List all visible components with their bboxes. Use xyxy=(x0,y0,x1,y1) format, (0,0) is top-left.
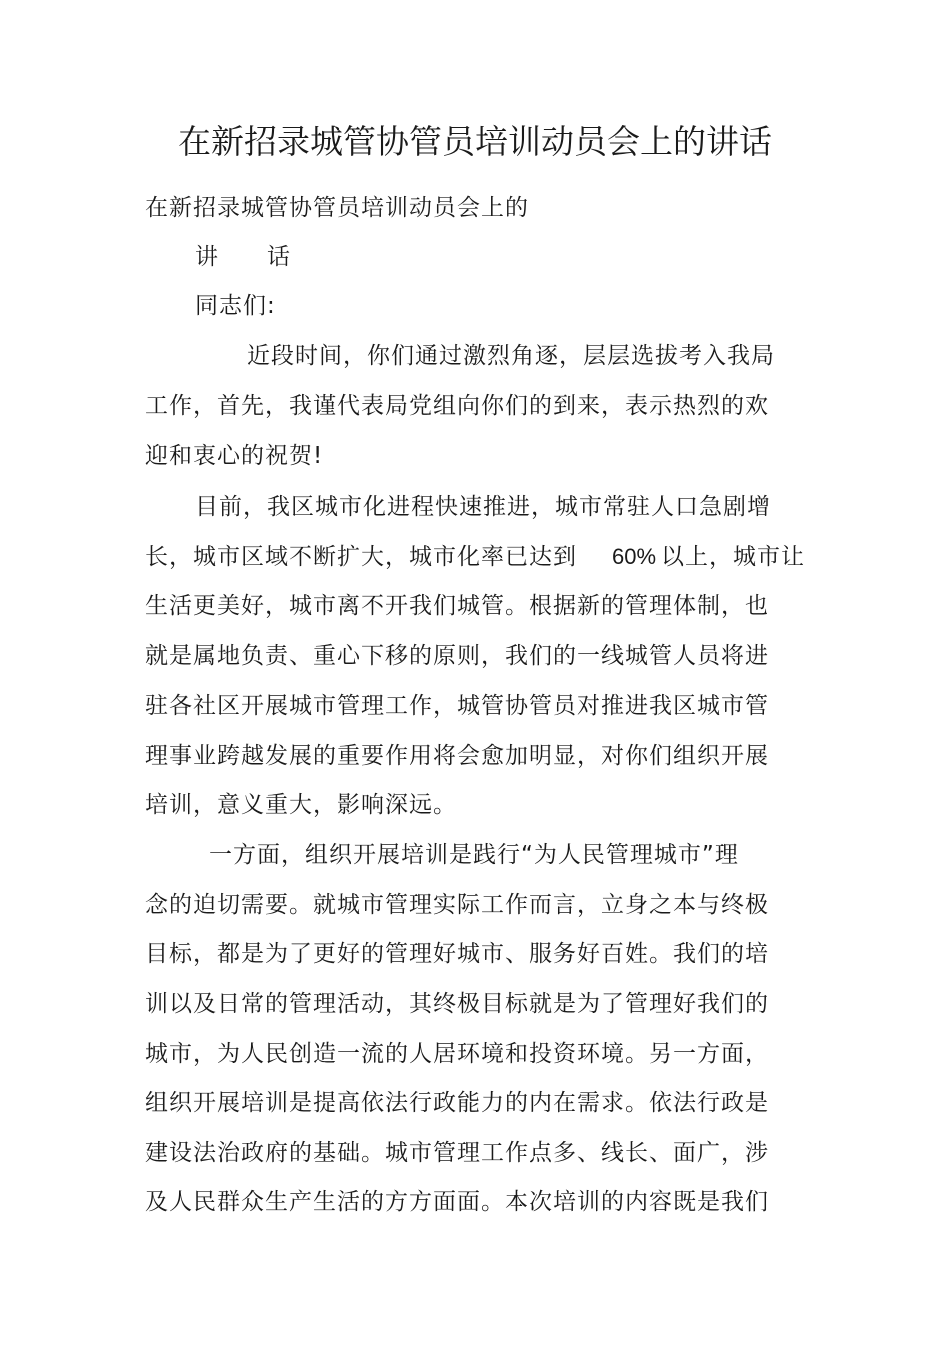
subtitle-char-1: 讲 xyxy=(195,244,219,270)
paragraph-line: 建设法治政府的基础。城市管理工作点多、线长、面广，涉 xyxy=(145,1140,769,1166)
paragraph-line: 目标，都是为了更好的管理好城市、服务好百姓。我们的培 xyxy=(145,941,769,967)
paragraph-line: 一方面，组织开展培训是践行“为人民管理城市”理 xyxy=(209,842,739,868)
paragraph-line: 组织开展培训是提高依法行政能力的内在需求。依法行政是 xyxy=(145,1090,769,1116)
paragraph-line: 目前，我区城市化进程快速推进，城市常驻人口急剧增 xyxy=(195,494,771,520)
subtitle-char-2: 话 xyxy=(267,244,291,270)
salutation: 同志们: xyxy=(195,293,276,319)
paragraph-line: 理事业跨越发展的重要作用将会愈加明显，对你们组织开展 xyxy=(145,743,769,769)
paragraph-line: 迎和衷心的祝贺! xyxy=(145,443,324,469)
paragraph-line: 城市，为人民创造一流的人居环境和投资环境。另一方面， xyxy=(145,1041,769,1067)
paragraph-line: 就是属地负责、重心下移的原则，我们的一线城管人员将进 xyxy=(145,643,769,669)
paragraph-line: 及人民群众生产生活的方方面面。本次培训的内容既是我们 xyxy=(145,1189,769,1215)
document-title: 在新招录城管协管员培训动员会上的讲话 xyxy=(178,122,772,161)
paragraph-line: 培训，意义重大，影响深远。 xyxy=(145,792,457,818)
paragraph-line: 生活更美好，城市离不开我们城管。根据新的管理体制，也 xyxy=(145,593,769,619)
paragraph-line: 工作，首先，我谨代表局党组向你们的到来，表示热烈的欢 xyxy=(145,393,769,419)
paragraph-line: 以上，城市让 xyxy=(661,544,805,570)
subtitle-line-2 xyxy=(195,241,291,273)
paragraph-line: 长，城市区域不断扩大，城市化率已达到 xyxy=(145,544,577,570)
paragraph-line: 驻各社区开展城市管理工作，城管协管员对推进我区城市管 xyxy=(145,693,769,719)
paragraph-line: 训以及日常的管理活动，其终极目标就是为了管理好我们的 xyxy=(145,991,769,1017)
subtitle-line-1: 在新招录城管协管员培训动员会上的 xyxy=(145,195,529,221)
percentage-value: 60% xyxy=(612,544,657,569)
paragraph-line: 念的迫切需要。就城市管理实际工作而言，立身之本与终极 xyxy=(145,892,769,918)
paragraph-line: 近段时间，你们通过激烈角逐，层层选拔考入我局 xyxy=(247,343,775,369)
